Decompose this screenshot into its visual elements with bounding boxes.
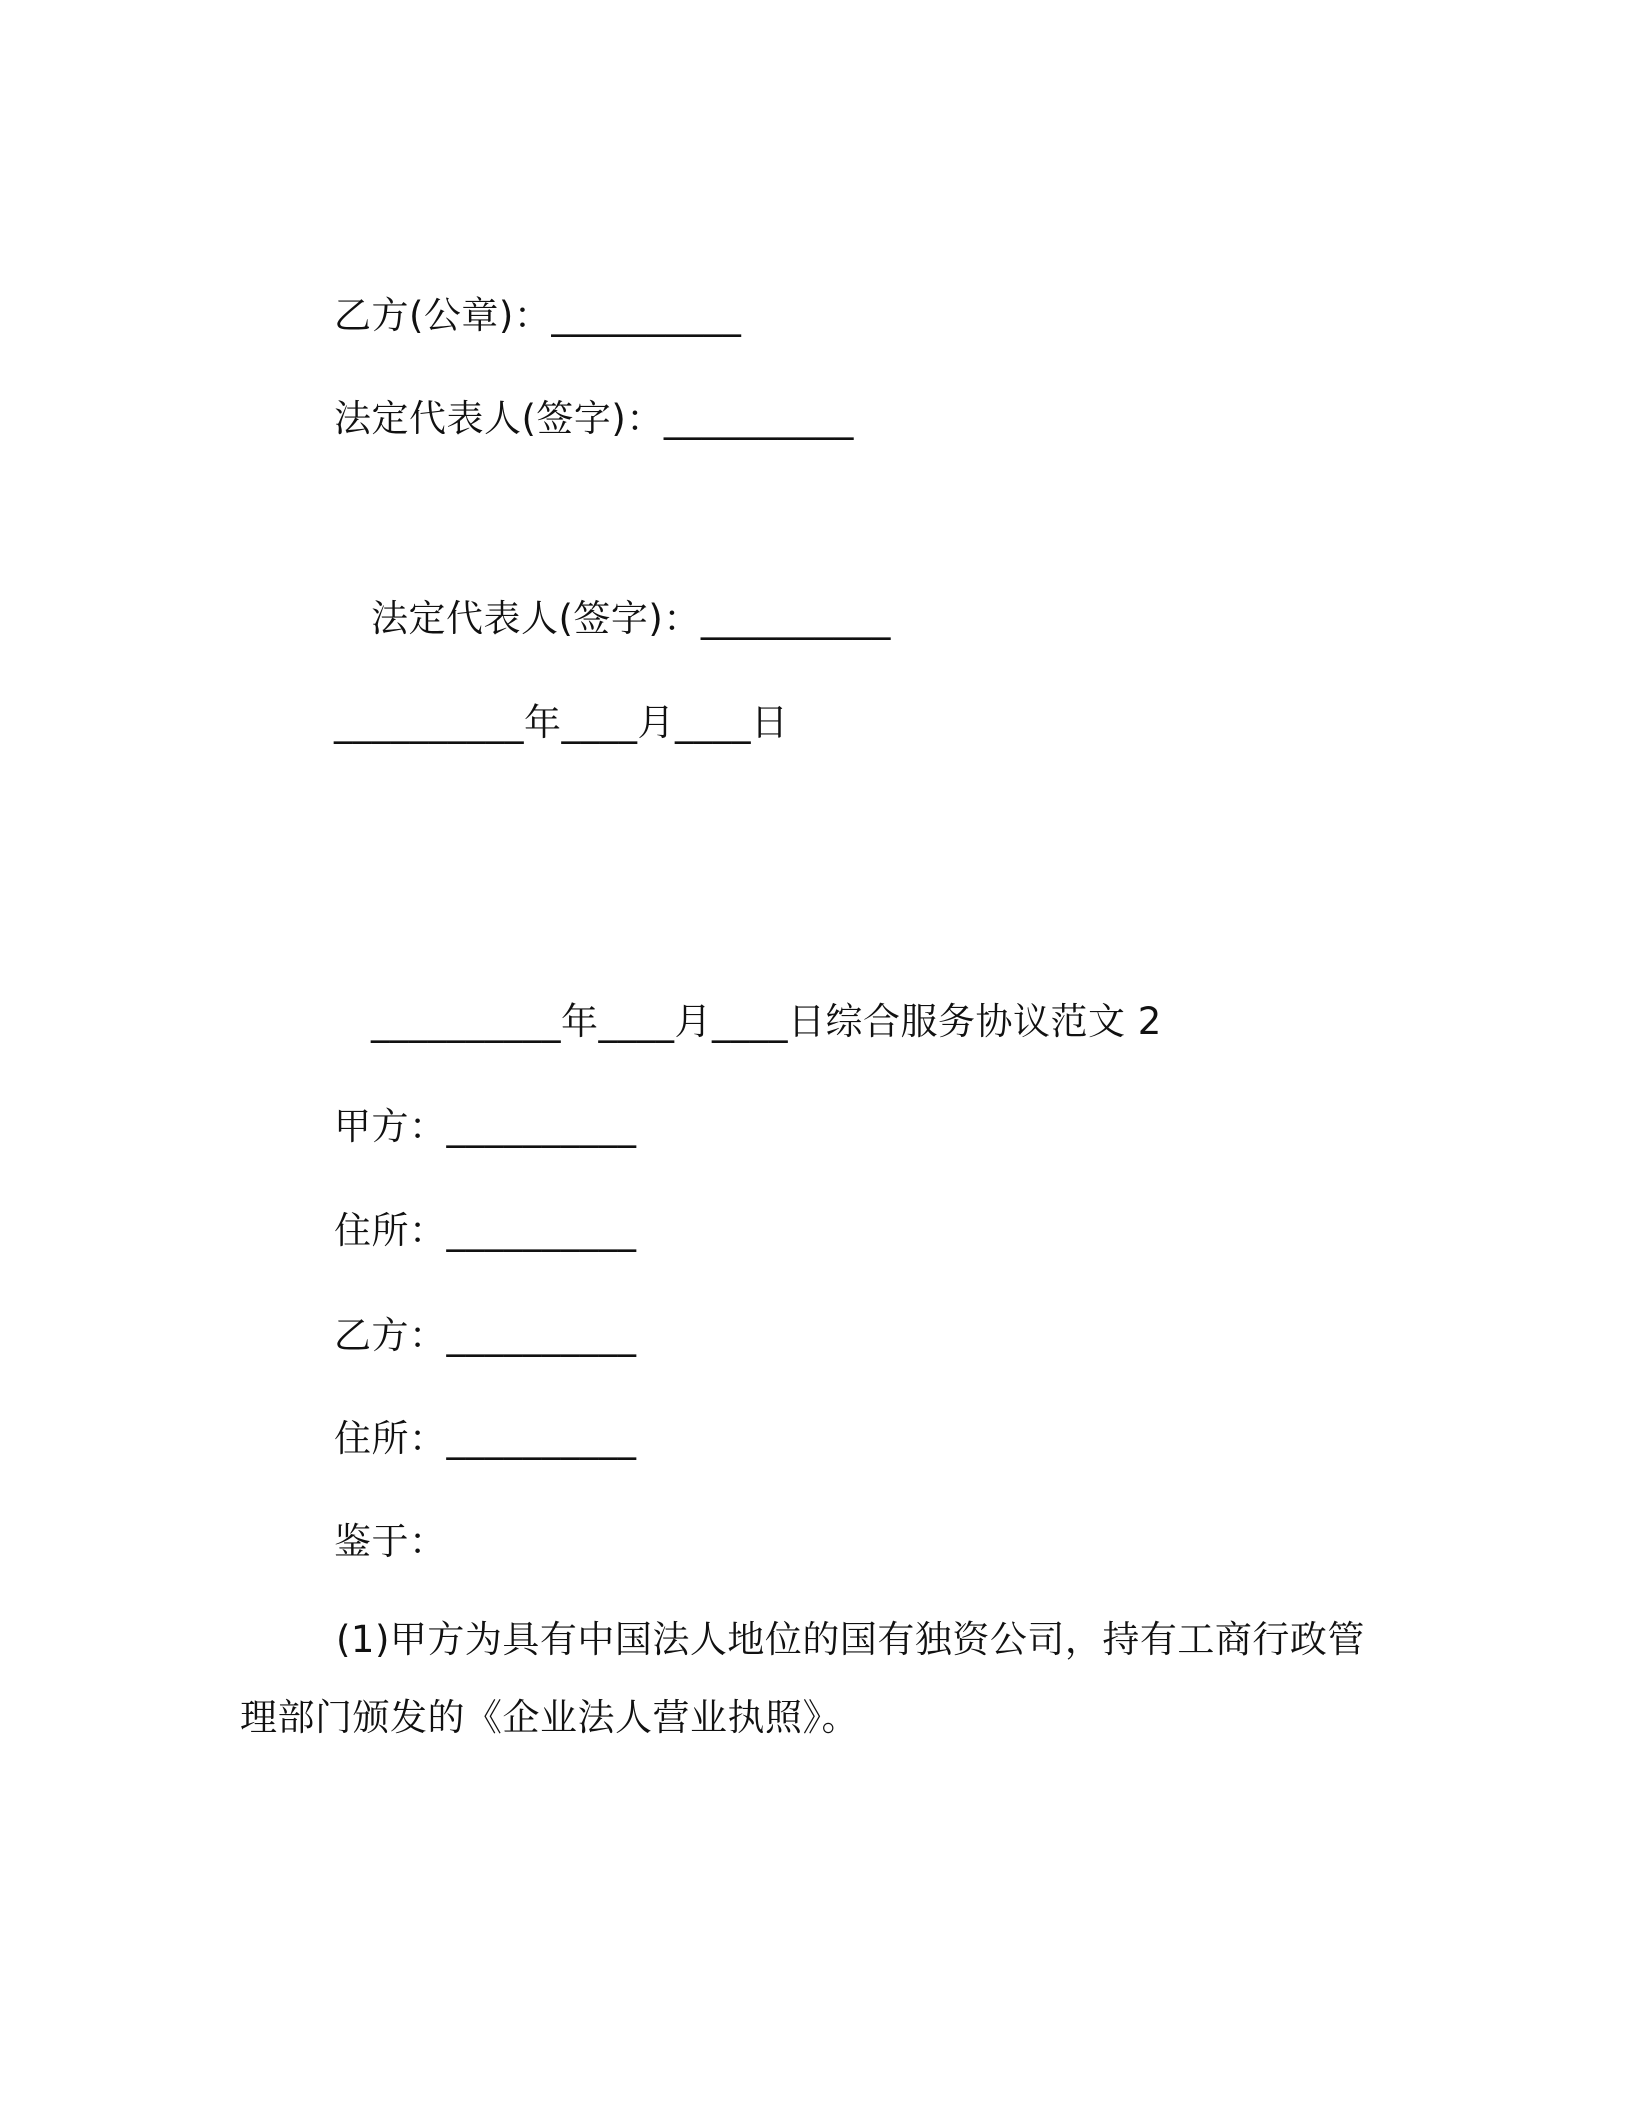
party-b-seal-line: 乙方(公章)：__________ bbox=[334, 294, 742, 337]
clause-1-paragraph: (1)甲方为具有中国法人地位的国有独资公司，持有工商行政管理部门颁发的《企业法人营业执照》。 bbox=[240, 1618, 1365, 1739]
legal-rep-signature-line-2: 法定代表人(签字)：__________ bbox=[371, 597, 891, 640]
party-b-address-line: 住所：__________ bbox=[334, 1417, 637, 1460]
party-a-address-line: 住所：__________ bbox=[334, 1209, 637, 1252]
legal-rep-signature-line: 法定代表人(签字)：__________ bbox=[334, 397, 854, 440]
whereas-heading: 鉴于： bbox=[334, 1520, 447, 1563]
party-a-line: 甲方：__________ bbox=[334, 1105, 637, 1148]
party-b-line: 乙方：__________ bbox=[334, 1314, 637, 1357]
date-line: __________年____月____日 bbox=[334, 701, 789, 744]
document-title-line: __________年____月____日综合服务协议范文 2 bbox=[371, 1000, 1162, 1043]
